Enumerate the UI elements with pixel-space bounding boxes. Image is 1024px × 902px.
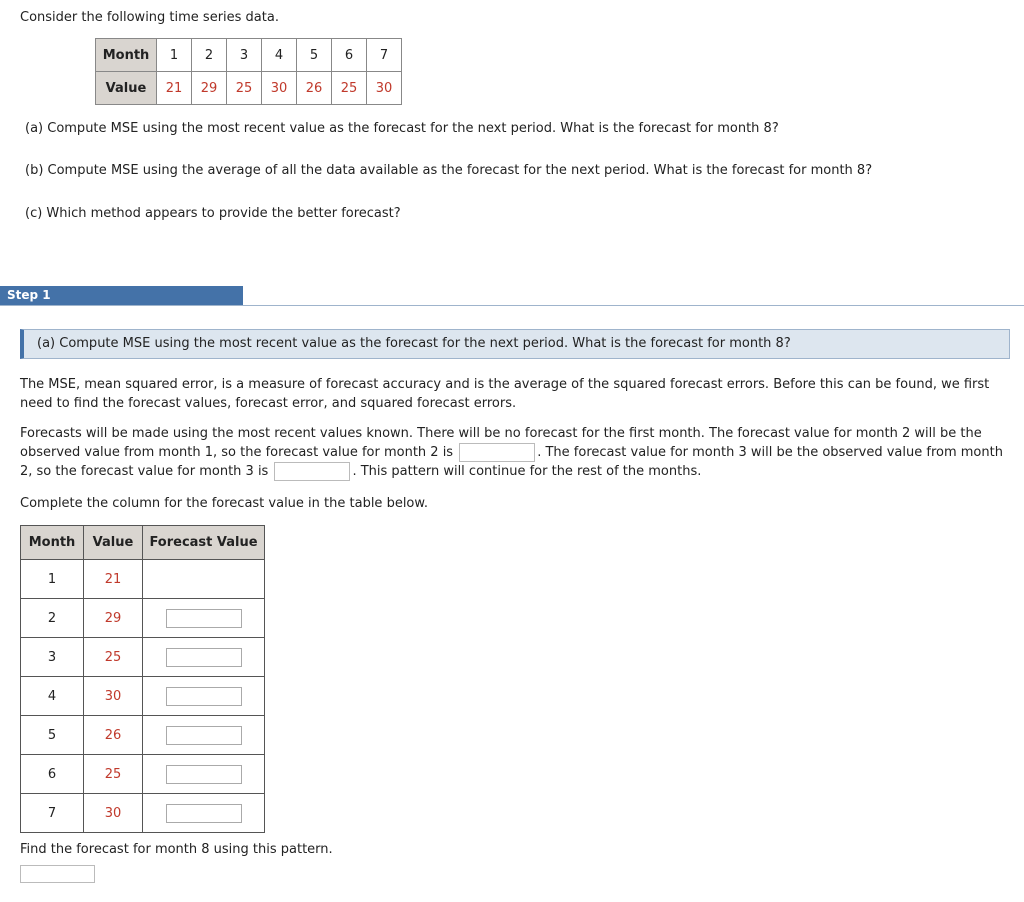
value-cell: 30 xyxy=(84,794,143,833)
question-b: (b) Compute MSE using the average of all the data available as the forecast for the next period. What is the forecast for month 8? xyxy=(25,163,873,178)
table-row xyxy=(21,677,265,716)
month-cell: 1 xyxy=(21,560,84,599)
mse-explanation: The MSE, mean squared error, is a measure of forecast accuracy and is the average of the squared forecast errors. Before this can be found, we first need to find the forecast values, forecast error, and squared forecast errors. xyxy=(20,377,990,411)
value-cell: 29 xyxy=(192,72,227,105)
month-cell: 3 xyxy=(227,39,262,72)
step-label: Step 1 xyxy=(0,286,243,305)
month-cell: 4 xyxy=(21,677,84,716)
month3-forecast-input[interactable] xyxy=(274,462,350,481)
month-cell: 3 xyxy=(21,638,84,677)
month-cell: 7 xyxy=(21,794,84,833)
question-a: (a) Compute MSE using the most recent value as the forecast for the next period. What is the forecast for month 8? xyxy=(25,121,779,136)
forecast-input-month-5[interactable] xyxy=(166,726,242,745)
step-divider xyxy=(0,305,1024,306)
forecast-cell-empty xyxy=(143,560,265,599)
forecast-table-header xyxy=(21,526,265,560)
value-cell: 25 xyxy=(332,72,367,105)
month-header: Month xyxy=(96,39,157,72)
table-row xyxy=(21,794,265,833)
month-row xyxy=(96,39,402,72)
forecast-input-month-7[interactable] xyxy=(166,804,242,823)
month-cell: 6 xyxy=(21,755,84,794)
month-cell: 1 xyxy=(157,39,192,72)
value-cell: 25 xyxy=(227,72,262,105)
month8-forecast-input[interactable] xyxy=(20,865,95,883)
step-question-text: (a) Compute MSE using the most recent value as the forecast for the next period. What is the forecast for month 8? xyxy=(37,336,791,351)
forecast-input-month-3[interactable] xyxy=(166,648,242,667)
table-row xyxy=(21,716,265,755)
month-cell: 6 xyxy=(332,39,367,72)
forecast-cell xyxy=(143,755,265,794)
value-cell: 25 xyxy=(84,755,143,794)
forecast-table xyxy=(20,525,265,833)
month-cell: 5 xyxy=(21,716,84,755)
forecast-text-3: . This pattern will continue for the rest of the months. xyxy=(352,464,702,479)
forecast-explanation xyxy=(20,424,1015,481)
value-cell: 21 xyxy=(157,72,192,105)
value-cell: 30 xyxy=(367,72,402,105)
table-instruction: Complete the column for the forecast value in the table below. xyxy=(20,496,428,511)
month-cell: 4 xyxy=(262,39,297,72)
value-cell: 26 xyxy=(84,716,143,755)
month-cell: 5 xyxy=(297,39,332,72)
value-cell: 25 xyxy=(84,638,143,677)
month-cell: 7 xyxy=(367,39,402,72)
forecast-cell xyxy=(143,794,265,833)
value-cell: 30 xyxy=(262,72,297,105)
col-forecast-header: Forecast Value xyxy=(143,526,265,560)
forecast-input-month-6[interactable] xyxy=(166,765,242,784)
month-cell: 2 xyxy=(21,599,84,638)
step-question-box xyxy=(20,329,1010,359)
table-row xyxy=(21,560,265,599)
table-row xyxy=(21,599,265,638)
value-cell: 21 xyxy=(84,560,143,599)
month2-forecast-input[interactable] xyxy=(459,443,535,462)
value-cell: 26 xyxy=(297,72,332,105)
month-cell: 2 xyxy=(192,39,227,72)
forecast-cell xyxy=(143,677,265,716)
forecast-input-month-2[interactable] xyxy=(166,609,242,628)
forecast-input-month-4[interactable] xyxy=(166,687,242,706)
forecast-text-2: . The forecast value for month 3 will be the observed value from month 2, so the forecast value for month 3 is xyxy=(20,445,1003,479)
month8-question: Find the forecast for month 8 using this pattern. xyxy=(20,842,333,857)
col-month-header: Month xyxy=(21,526,84,560)
table-row xyxy=(21,755,265,794)
value-cell: 30 xyxy=(84,677,143,716)
col-value-header: Value xyxy=(84,526,143,560)
value-header: Value xyxy=(96,72,157,105)
table-row xyxy=(21,638,265,677)
forecast-cell xyxy=(143,599,265,638)
forecast-text-1: Forecasts will be made using the most recent values known. There will be no forecast for the first month. The forecast value for month 2 will be the observed value from month 1, so the forecast value for month 2 is xyxy=(20,426,982,460)
forecast-cell xyxy=(143,638,265,677)
forecast-cell xyxy=(143,716,265,755)
question-c: (c) Which method appears to provide the better forecast? xyxy=(25,206,401,221)
time-series-table xyxy=(95,38,402,105)
intro-text: Consider the following time series data. xyxy=(20,10,279,25)
value-row xyxy=(96,72,402,105)
value-cell: 29 xyxy=(84,599,143,638)
